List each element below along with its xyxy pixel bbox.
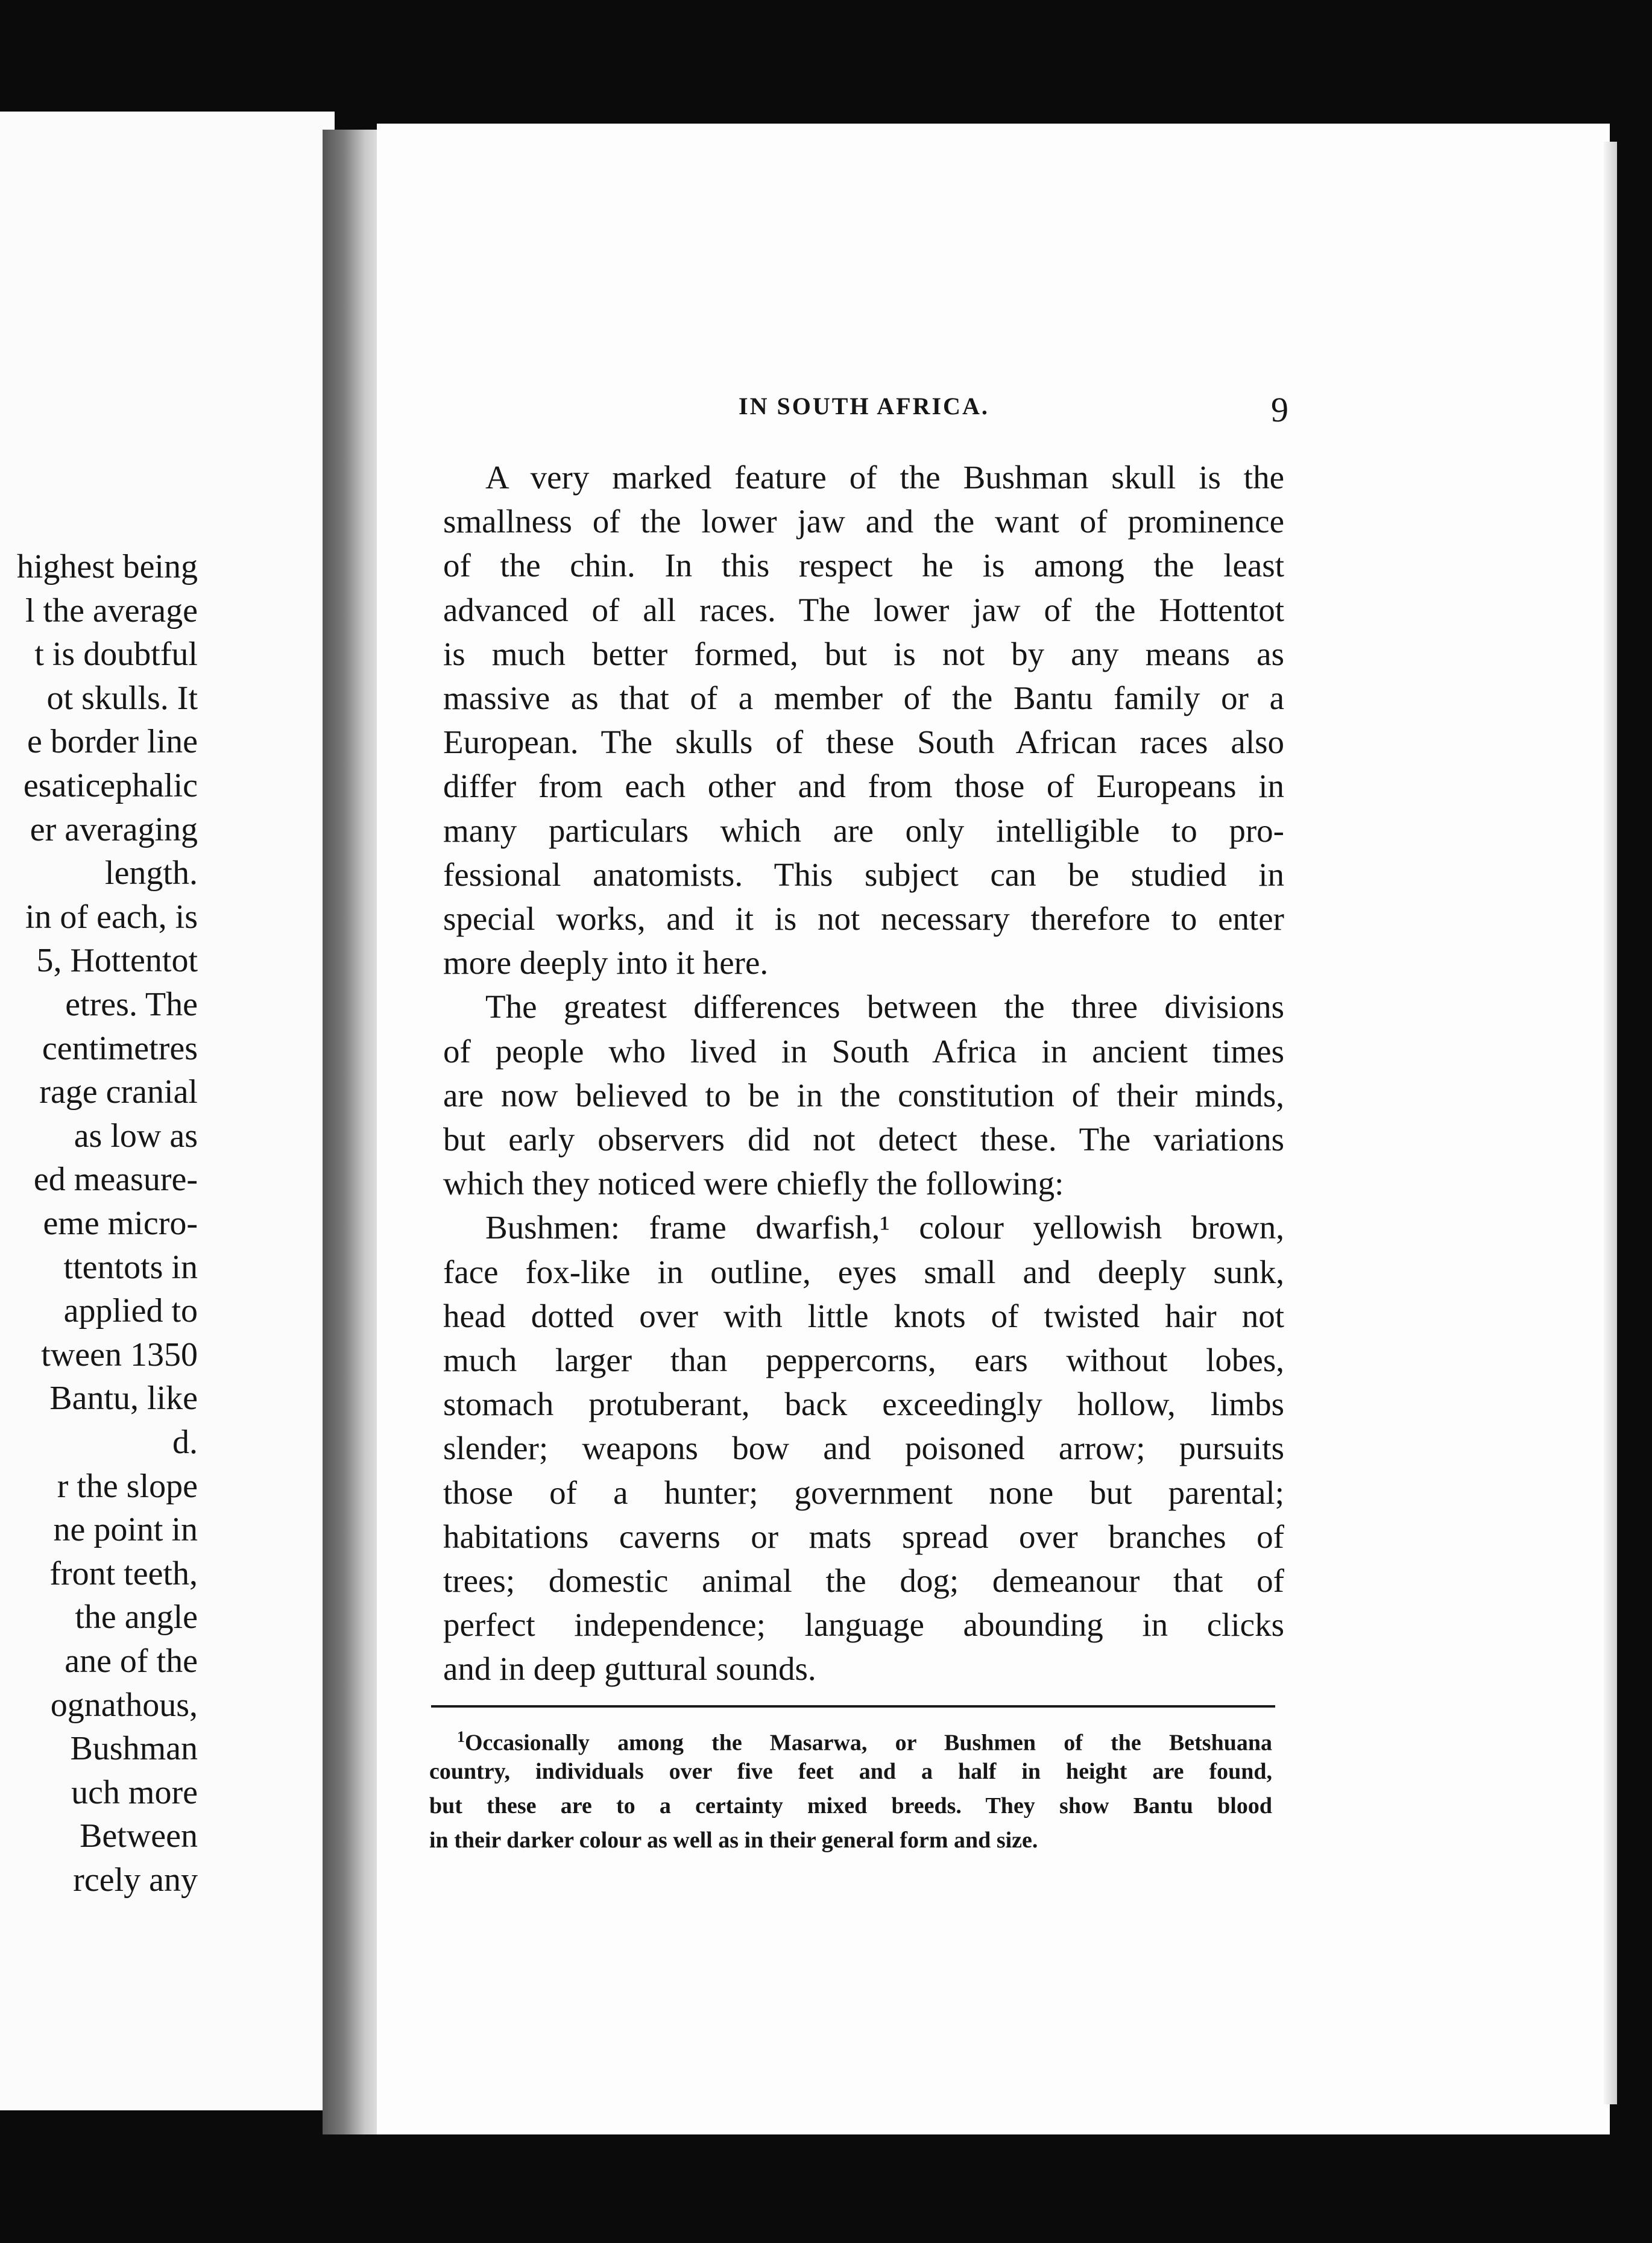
footnote-text: in their darker colour as well as in their general form and size. xyxy=(429,1828,1038,1853)
left-page-line: tween 1350 xyxy=(41,1336,198,1374)
left-page-line: Between xyxy=(80,1817,198,1855)
left-page-line: in of each, is xyxy=(25,898,198,936)
body-line: smallness of the lower jaw and the want of prominence xyxy=(443,503,1284,540)
body-line: habitations caverns or mats spread over branches of xyxy=(443,1518,1284,1555)
left-page-line: centimetres xyxy=(42,1029,198,1067)
footnote-text: Occasionally among the Masarwa, or Bushmen of the Betshuana xyxy=(465,1730,1272,1756)
left-page-line: etres. The xyxy=(65,986,198,1023)
body-line: which they noticed were chiefly the following: xyxy=(443,1165,1064,1202)
footnote-text: but these are to a certainty mixed breeds. They show Bantu blood xyxy=(429,1793,1272,1819)
body-line: head dotted over with little knots of twisted hair not xyxy=(443,1297,1284,1334)
left-page-fragment xyxy=(0,112,335,2110)
footnote-line xyxy=(429,1826,1272,1854)
left-page-line: ot skulls. It xyxy=(46,679,198,717)
left-page-line: esaticephalic xyxy=(23,767,198,804)
running-head: IN SOUTH AFRICA. xyxy=(739,393,989,420)
body-line: European. The skulls of these South African races also xyxy=(443,724,1284,761)
body-line: of the chin. In this respect he is among the least xyxy=(443,547,1284,584)
left-page-line: the angle xyxy=(75,1598,198,1636)
left-page-line: length. xyxy=(105,854,198,892)
left-page-line: uch more xyxy=(71,1773,198,1811)
left-page-line: t is doubtful xyxy=(34,636,198,674)
footnote-line xyxy=(429,1758,1272,1785)
left-page-line: ttentots in xyxy=(63,1248,198,1286)
body-line: of people who lived in South Africa in ancient times xyxy=(443,1032,1284,1070)
left-page-line: d. xyxy=(172,1424,198,1461)
body-line: but early observers did not detect these. The variations xyxy=(443,1121,1284,1158)
left-page-line: front teeth, xyxy=(49,1554,198,1592)
left-page-line: e border line xyxy=(27,723,198,761)
left-page-line: applied to xyxy=(63,1292,198,1330)
body-line: stomach protuberant, back exceedingly hollow, limbs xyxy=(443,1386,1284,1423)
body-line: and in deep guttural sounds. xyxy=(443,1650,816,1688)
book-gutter xyxy=(323,130,383,2134)
footnote-marker: 1 xyxy=(457,1728,465,1746)
left-page-line: eme micro- xyxy=(43,1205,198,1242)
body-line: perfect independence; language abounding in clicks xyxy=(443,1606,1284,1644)
body-line: slender; weapons bow and poisoned arrow; pursuits xyxy=(443,1430,1284,1467)
page-edge xyxy=(1604,142,1617,2104)
body-line: trees; domestic animal the dog; demeanour that of xyxy=(443,1562,1284,1599)
body-line: advanced of all races. The lower jaw of the Hottentot xyxy=(443,591,1284,628)
body-line: more deeply into it here. xyxy=(443,944,769,982)
footnote-line xyxy=(457,1723,1272,1757)
left-page-line: Bushman xyxy=(70,1730,198,1768)
left-page-line: 5, Hottentot xyxy=(36,942,198,980)
footnote-rule xyxy=(431,1705,1275,1708)
left-page-line: Bantu, like xyxy=(49,1380,198,1418)
left-page-line: l the average xyxy=(25,592,198,629)
body-line: is much better formed, but is not by any means as xyxy=(443,635,1284,672)
body-line: those of a hunter; government none but parental; xyxy=(443,1474,1284,1511)
body-line: are now believed to be in the constitution of their minds, xyxy=(443,1076,1284,1114)
body-line: special works, and it is not necessary therefore to enter xyxy=(443,900,1284,937)
body-line: massive as that of a member of the Bantu family or a xyxy=(443,680,1284,716)
left-page-line: highest being xyxy=(16,548,198,585)
footnote-text: country, individuals over five feet and a half in height are found, xyxy=(429,1759,1272,1784)
footnote-line xyxy=(429,1792,1272,1820)
left-page-line: rage cranial xyxy=(39,1073,198,1111)
body-line: The greatest differences between the three divisions xyxy=(485,988,1284,1026)
body-line: A very marked feature of the Bushman skull is the xyxy=(485,459,1284,496)
left-page-line: ane of the xyxy=(65,1642,198,1680)
left-page-line: r the slope xyxy=(57,1467,198,1505)
body-line: Bushmen: frame dwarfish,¹ colour yellowish brown, xyxy=(485,1209,1284,1246)
body-line: much larger than peppercorns, ears without lobes, xyxy=(443,1342,1284,1378)
body-line: differ from each other and from those of Europeans in xyxy=(443,768,1284,805)
left-page-line: er averaging xyxy=(30,810,198,848)
body-line: many particulars which are only intelligible to pro- xyxy=(443,812,1284,849)
body-line: fessional anatomists. This subject can be studied in xyxy=(443,856,1284,893)
left-page-line: rcely any xyxy=(73,1861,198,1899)
left-page-line: as low as xyxy=(74,1117,198,1155)
left-page-line: ne point in xyxy=(53,1511,198,1549)
page-number: 9 xyxy=(1271,390,1288,429)
left-page-line: ed measure- xyxy=(33,1161,198,1199)
body-line: face fox-like in outline, eyes small and deeply sunk, xyxy=(443,1253,1284,1290)
left-page-line: ognathous, xyxy=(50,1686,198,1724)
